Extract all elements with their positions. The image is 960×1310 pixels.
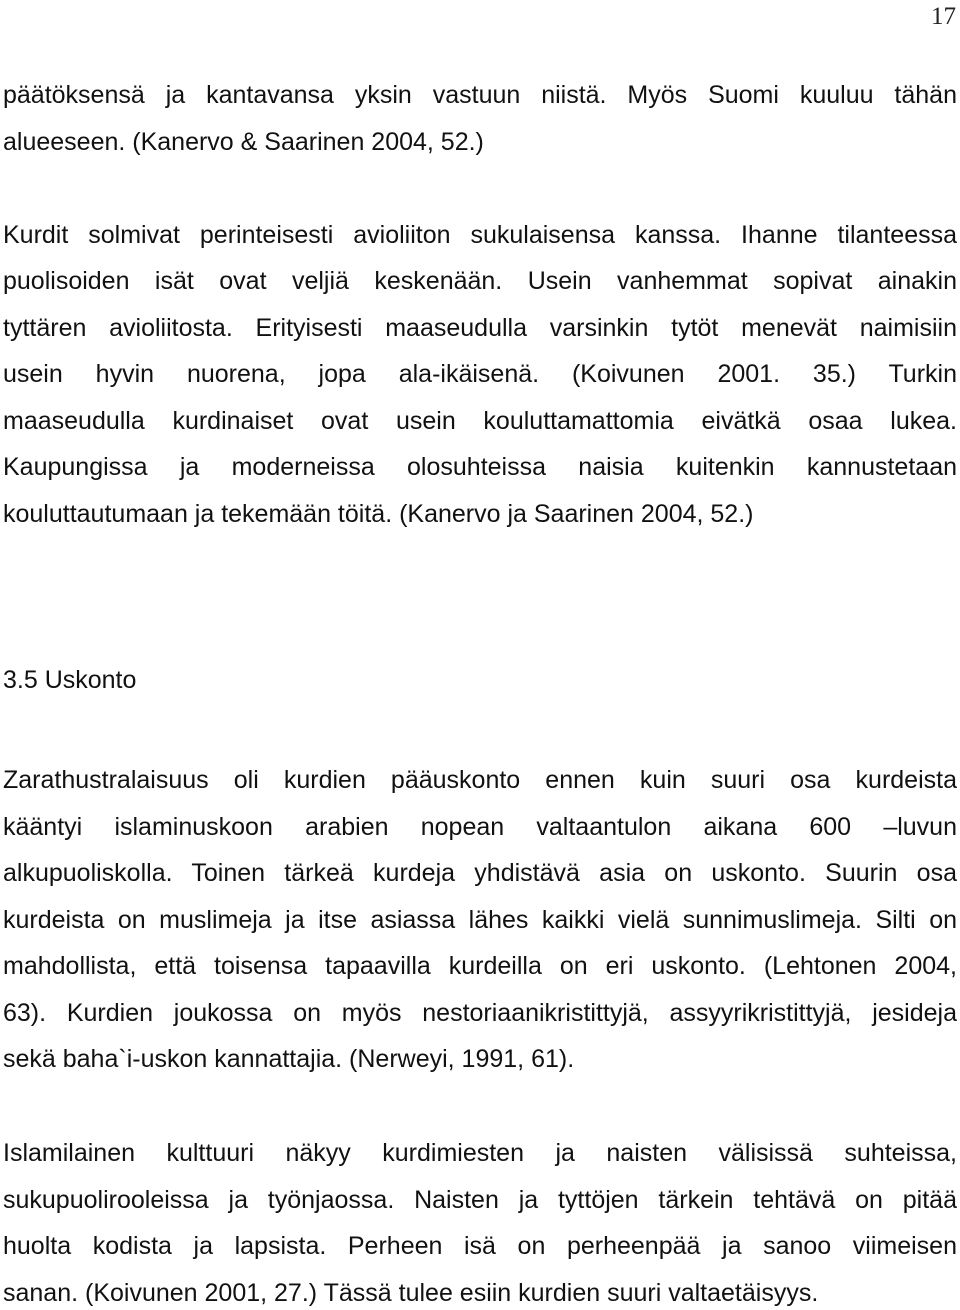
text-line: Kurdit solmivat perinteisesti avioliiton sukulaisensa kanssa. Ihanne tilanteessa xyxy=(3,221,957,249)
text-line: kouluttautumaan ja tekemään töitä. (Kanervo ja Saarinen 2004, 52.) xyxy=(3,500,754,528)
text-line: alueeseen. (Kanervo & Saarinen 2004, 52.) xyxy=(3,128,484,156)
text-line: Islamilainen kulttuuri näkyy kurdimiesten ja naisten välisissä suhteissa, xyxy=(3,1139,957,1167)
text-line: kurdeista on muslimeja ja itse asiassa lähes kaikki vielä sunnimuslimeja. Silti on xyxy=(3,906,957,934)
section-heading: 3.5 Uskonto xyxy=(3,666,137,694)
text-line: huolta kodista ja lapsista. Perheen isä on perheenpää ja sanoo viimeisen xyxy=(3,1232,957,1260)
text-line: maaseudulla kurdinaiset ovat usein kouluttamattomia eivätkä osaa lukea. xyxy=(3,407,957,435)
text-line: mahdollista, että toisensa tapaavilla kurdeilla on eri uskonto. (Lehtonen 2004, xyxy=(3,952,957,980)
text-line: sukupuolirooleissa ja työnjaossa. Naisten ja tyttöjen tärkein tehtävä on pitää xyxy=(3,1186,957,1214)
text-line: kääntyi islaminuskoon arabien nopean valtaantulon aikana 600 –luvun xyxy=(3,813,957,841)
text-line: alkupuoliskolla. Toinen tärkeä kurdeja yhdistävä asia on uskonto. Suurin osa xyxy=(3,859,957,887)
text-line: sanan. (Koivunen 2001, 27.) Tässä tulee esiin kurdien suuri valtaetäisyys. xyxy=(3,1279,819,1307)
page-number: 17 xyxy=(931,3,956,30)
text-line: tyttären avioliitosta. Erityisesti maaseudulla varsinkin tytöt menevät naimisiin xyxy=(3,314,957,342)
text-line: puolisoiden isät ovat veljiä keskenään. Usein vanhemmat sopivat ainakin xyxy=(3,267,957,295)
text-line: päätöksensä ja kantavansa yksin vastuun niistä. Myös Suomi kuuluu tähän xyxy=(3,81,957,109)
text-line: usein hyvin nuorena, jopa ala-ikäisenä. (Koivunen 2001. 35.) Turkin xyxy=(3,360,957,388)
text-line: 63). Kurdien joukossa on myös nestoriaanikristittyjä, assyyrikristittyjä, jesideja xyxy=(3,999,957,1027)
text-line: Kaupungissa ja moderneissa olosuhteissa naisia kuitenkin kannustetaan xyxy=(3,453,957,481)
text-line: Zarathustralaisuus oli kurdien pääuskonto ennen kuin suuri osa kurdeista xyxy=(3,766,957,794)
text-line: sekä baha`i-uskon kannattajia. (Nerweyi, 1991, 61). xyxy=(3,1045,575,1073)
